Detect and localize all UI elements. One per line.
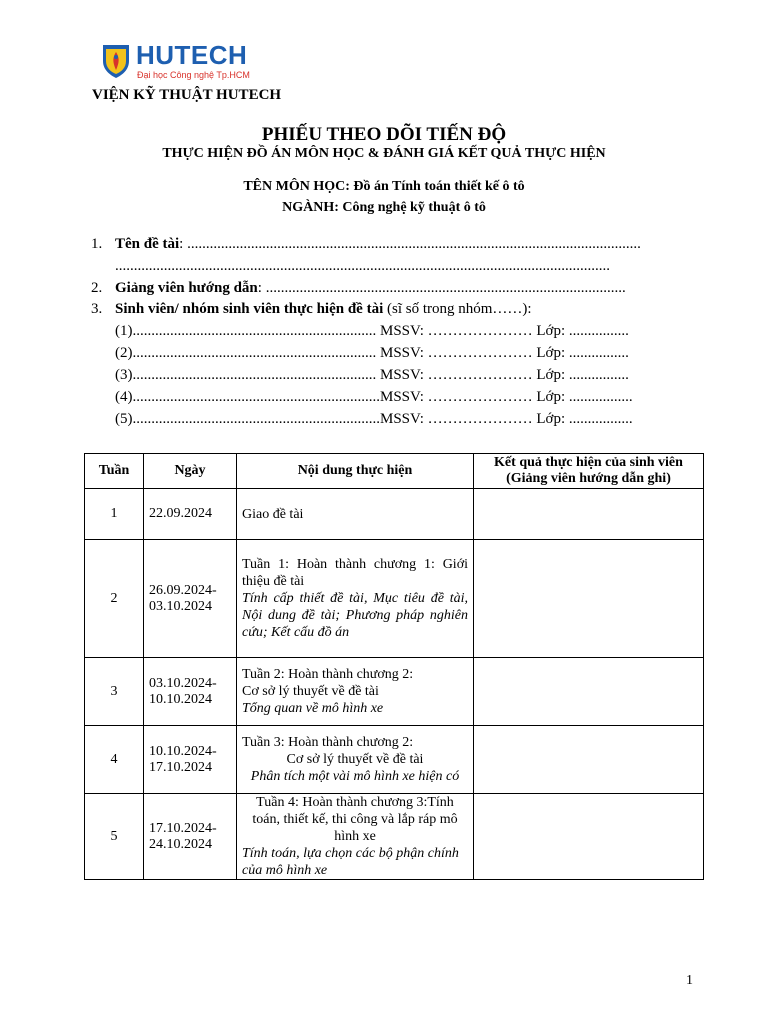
result-cell[interactable] (474, 658, 704, 726)
date-cell (144, 726, 237, 794)
table-row (85, 489, 704, 540)
student-row-4: (4)..................................................................MSSV: ………………… Lớp: ................. (115, 389, 633, 405)
week-cell: 2 (85, 540, 144, 658)
course-name: TÊN MÔN HỌC: Đồ án Tính toán thiết kế ô tô (243, 179, 525, 194)
date-start: 22.09.2024 (149, 506, 212, 521)
content-plain: Cơ sở lý thuyết về đề tài (242, 684, 379, 699)
date-cell (144, 794, 237, 880)
major-name: NGÀNH: Công nghệ kỹ thuật ô tô (282, 200, 486, 215)
date-end: 24.10.2024 (149, 836, 212, 852)
date-start: 03.10.2024- (149, 675, 217, 691)
week-cell: 4 (85, 726, 144, 794)
topic-number: 1. (91, 236, 103, 252)
topic-label: Tên đề tài (115, 236, 180, 252)
result-cell[interactable] (474, 489, 704, 540)
content-plain: Tuần 4: Hoàn thành chương 3:Tính toán, thiết kế, thi công và lắp ráp mô hình xe (252, 795, 458, 844)
date-start: 17.10.2024- (149, 820, 217, 836)
header-date: Ngày (144, 454, 237, 489)
content-italic: Phân tích một vài mô hình xe hiện có (250, 769, 460, 784)
content-cell (237, 794, 474, 880)
content-italic: Tổng quan về mô hình xe (242, 701, 384, 716)
student-row-2: (2)................................................................. MSSV: ………………… Lớp: ................ (115, 345, 629, 361)
content-cell (237, 658, 474, 726)
table-row (85, 658, 704, 726)
table-row (85, 794, 704, 880)
students-label: Sinh viên/ nhóm sinh viên thực hiện đề tài (115, 301, 384, 317)
content-cell (237, 726, 474, 794)
date-cell (144, 540, 237, 658)
header-result-line1: Kết quả thực hiện của sinh viên (494, 455, 683, 470)
advisor-field (91, 280, 696, 300)
date-cell (144, 658, 237, 726)
result-cell[interactable] (474, 540, 704, 658)
date-start: 26.09.2024- (149, 582, 217, 598)
content-cell (237, 540, 474, 658)
content-cell (237, 489, 474, 540)
page-number: 1 (686, 973, 693, 988)
topic-field (91, 236, 696, 256)
content-plain: Tuần 1: Hoàn thành chương 1: Giới thiệu đề tài (242, 557, 468, 589)
date-end: 10.10.2024 (149, 691, 212, 707)
content-plain: Cơ sở lý thuyết về đề tài (286, 752, 424, 767)
content-plain: Giao đề tài (242, 506, 304, 522)
student-row-1: (1)................................................................. MSSV: ………………… Lớp: ................ (115, 323, 629, 339)
content-italic: Tính toán, lựa chọn các bộ phận chính của mô hình xe (242, 846, 459, 878)
advisor-number: 2. (91, 280, 103, 296)
students-number: 3. (91, 301, 103, 317)
form-title: PHIẾU THEO DÕI TIẾN ĐỘ (261, 124, 507, 145)
students-note: (sĩ số trong nhóm……): (383, 301, 532, 317)
table-row (85, 726, 704, 794)
logo-name: HUTECH (136, 40, 248, 70)
content-plain: Tuần 3: Hoàn thành chương 2: (242, 735, 414, 750)
progress-table (84, 453, 704, 880)
date-start: 10.10.2024- (149, 743, 217, 759)
header-content: Nội dung thực hiện (237, 454, 474, 489)
students-field (91, 301, 696, 321)
advisor-dots: : ................................................................................................ (257, 280, 626, 296)
header-result (474, 454, 704, 489)
student-row-5: (5)..................................................................MSSV: ………………… Lớp: ................. (115, 411, 633, 427)
logo-subtitle: Đại học Công nghệ Tp.HCM (137, 70, 250, 80)
week-cell: 3 (85, 658, 144, 726)
week-cell: 5 (85, 794, 144, 880)
content-plain: Tuần 2: Hoàn thành chương 2: (242, 667, 414, 682)
student-row-3: (3)................................................................. MSSV: ………………… Lớp: ................ (115, 367, 629, 383)
date-end: 17.10.2024 (149, 759, 212, 775)
table-header-row (85, 454, 704, 489)
topic-dots: : ......................................................................................................................... (179, 236, 641, 252)
advisor-label: Giảng viên hướng dẫn (115, 280, 258, 296)
content-italic: Tính cấp thiết đề tài, Mục tiêu đề tài, Nội dung đề tài; Phương pháp nghiên cứu; Kết cấu đồ án (242, 591, 468, 640)
topic-dots-line2: .................................................................................................................................... (115, 258, 610, 274)
form-subtitle: THỰC HIỆN ĐỒ ÁN MÔN HỌC & ĐÁNH GIÁ KẾT QUẢ THỰC HIỆN (162, 146, 606, 161)
header-result-line2: (Giảng viên hướng dẫn ghi) (506, 471, 671, 486)
shield-icon (101, 43, 131, 79)
week-cell: 1 (85, 489, 144, 540)
date-cell (144, 489, 237, 540)
header-week: Tuần (85, 454, 144, 489)
institute-name: VIỆN KỸ THUẬT HUTECH (92, 87, 282, 103)
date-end: 03.10.2024 (149, 598, 212, 614)
result-cell[interactable] (474, 794, 704, 880)
table-row (85, 540, 704, 658)
result-cell[interactable] (474, 726, 704, 794)
